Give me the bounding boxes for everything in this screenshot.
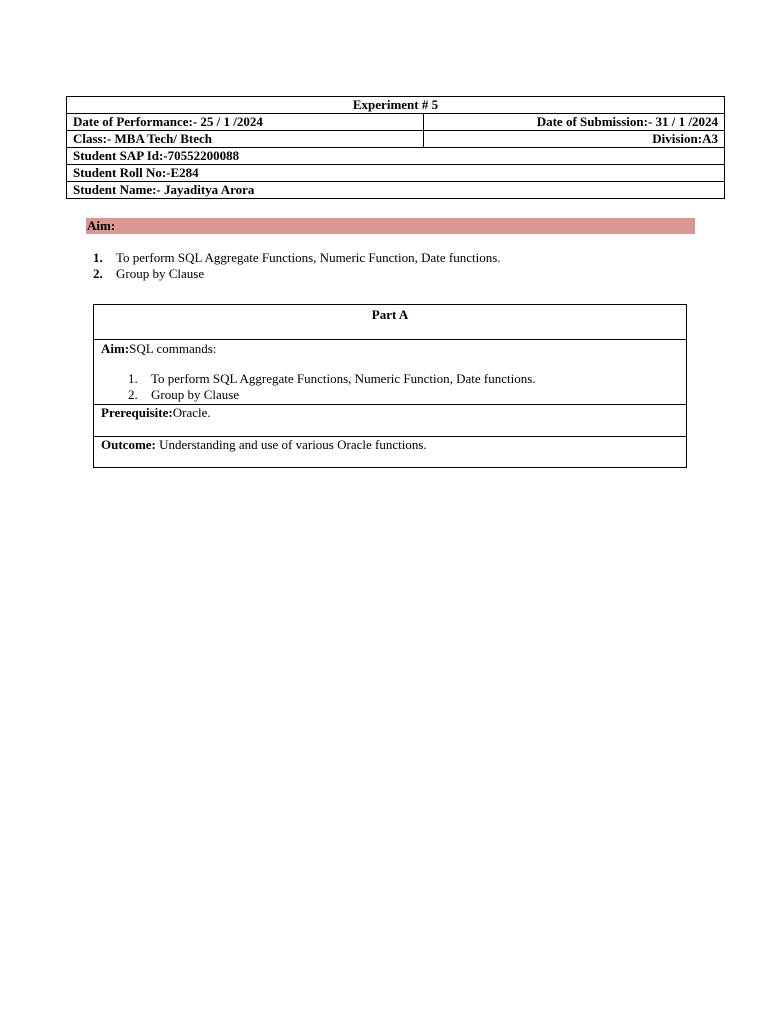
division-field: Division:A3 xyxy=(424,131,725,148)
roll-no-field: Student Roll No:-E284 xyxy=(67,165,725,182)
part-a-aim-item-text: To perform SQL Aggregate Functions, Numeric Function, Date functions. xyxy=(151,371,536,386)
part-a-aim-item-number: 2. xyxy=(128,387,138,402)
aim-item-number: 1. xyxy=(93,250,103,265)
prerequisite-cell xyxy=(94,405,687,437)
part-a-aim-item xyxy=(101,387,679,403)
part-a-title: Part A xyxy=(94,305,687,340)
aim-list xyxy=(93,250,501,282)
sap-id-field: Student SAP Id:-70552200088 xyxy=(67,148,725,165)
outcome-cell xyxy=(94,437,687,468)
class-field: Class:- MBA Tech/ Btech xyxy=(67,131,424,148)
experiment-title: Experiment # 5 xyxy=(67,97,725,114)
aim-heading: Aim: xyxy=(86,218,695,234)
part-a-table xyxy=(93,304,687,468)
date-of-performance: Date of Performance:- 25 / 1 /2024 xyxy=(67,114,424,131)
part-a-aim-item-number: 1. xyxy=(128,371,138,386)
prerequisite-text: Oracle. xyxy=(172,405,211,420)
experiment-header-table xyxy=(66,96,725,199)
part-a-aim-list xyxy=(101,371,679,403)
part-a-aim-item xyxy=(101,371,679,387)
aim-list-item xyxy=(93,266,501,282)
part-a-aim-cell xyxy=(94,340,687,405)
aim-item-number: 2. xyxy=(93,266,103,281)
outcome-label: Outcome: xyxy=(101,437,156,452)
outcome-text: Understanding and use of various Oracle functions. xyxy=(155,437,427,452)
date-of-submission: Date of Submission:- 31 / 1 /2024 xyxy=(424,114,725,131)
part-a-aim-text: SQL commands: xyxy=(129,341,217,356)
student-name-field: Student Name:- Jayaditya Arora xyxy=(67,182,725,199)
part-a-aim-item-text: Group by Clause xyxy=(151,387,240,402)
part-a-aim-label: Aim: xyxy=(101,341,130,356)
aim-list-item xyxy=(93,250,501,266)
prerequisite-label: Prerequisite: xyxy=(101,405,173,420)
aim-item-text: To perform SQL Aggregate Functions, Numeric Function, Date functions. xyxy=(116,250,501,265)
aim-item-text: Group by Clause xyxy=(116,266,205,281)
